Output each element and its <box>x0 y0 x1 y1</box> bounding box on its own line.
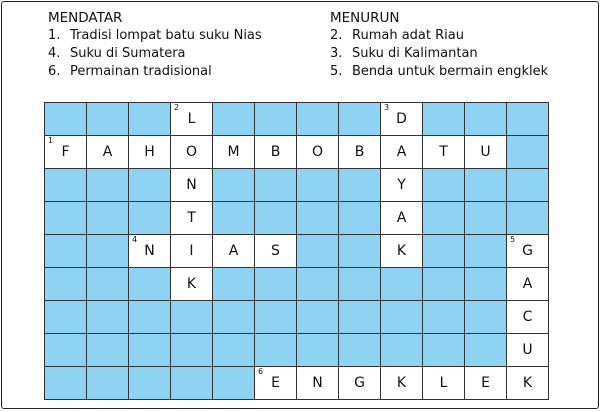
clue-text: Tradisi lompat batu suku Nias <box>70 28 262 43</box>
answer-cell[interactable] <box>213 235 255 268</box>
cell-letter: A <box>396 210 407 226</box>
blocked-cell <box>255 103 297 136</box>
blocked-cell <box>255 268 297 301</box>
blocked-cell <box>381 301 423 334</box>
across-heading: MENDATAR <box>48 10 123 26</box>
answer-cell[interactable] <box>171 235 213 268</box>
blocked-cell <box>171 367 213 400</box>
blocked-cell <box>213 301 255 334</box>
blocked-cell <box>465 202 507 235</box>
answer-cell[interactable] <box>171 136 213 169</box>
blocked-cell <box>213 334 255 367</box>
clue-number-label: 4 <box>132 235 138 244</box>
blocked-cell <box>423 235 465 268</box>
blocked-cell <box>255 334 297 367</box>
blocked-cell <box>339 301 381 334</box>
blocked-cell <box>339 334 381 367</box>
clue-number: 3. <box>330 46 343 61</box>
blocked-cell <box>339 235 381 268</box>
blocked-cell <box>213 202 255 235</box>
blocked-cell <box>381 334 423 367</box>
blocked-cell <box>87 103 129 136</box>
blocked-cell <box>87 334 129 367</box>
answer-cell[interactable] <box>297 136 339 169</box>
down-clues <box>330 9 548 81</box>
blocked-cell <box>129 367 171 400</box>
blocked-cell <box>213 367 255 400</box>
answer-cell[interactable] <box>171 202 213 235</box>
blocked-cell <box>297 103 339 136</box>
answer-cell[interactable] <box>255 235 297 268</box>
down-heading: MENURUN <box>330 10 400 26</box>
blocked-cell <box>213 268 255 301</box>
cell-letter: A <box>396 144 407 160</box>
answer-cell[interactable] <box>381 103 423 136</box>
blocked-cell <box>465 301 507 334</box>
blocked-cell <box>255 301 297 334</box>
blocked-cell <box>129 268 171 301</box>
cell-letter: D <box>396 111 407 127</box>
blocked-cell <box>129 301 171 334</box>
clue-across-4 <box>48 45 262 63</box>
cell-letter: O <box>185 144 198 160</box>
cell-letter: N <box>144 243 155 259</box>
answer-cell[interactable] <box>423 367 465 400</box>
answer-cell[interactable] <box>129 136 171 169</box>
blocked-cell <box>129 103 171 136</box>
blocked-cell <box>507 103 549 136</box>
blocked-cell <box>255 169 297 202</box>
blocked-cell <box>45 334 87 367</box>
clue-across-6 <box>48 63 262 81</box>
answer-cell[interactable] <box>507 301 549 334</box>
blocked-cell <box>297 169 339 202</box>
clue-down-5 <box>330 63 548 81</box>
clue-number: 5. <box>330 64 343 79</box>
blocked-cell <box>297 334 339 367</box>
blocked-cell <box>45 268 87 301</box>
answer-cell[interactable] <box>507 367 549 400</box>
answer-cell[interactable] <box>171 103 213 136</box>
cell-letter: B <box>354 144 365 160</box>
blocked-cell <box>423 301 465 334</box>
blocked-cell <box>87 268 129 301</box>
cell-letter: N <box>186 177 197 193</box>
cell-letter: F <box>61 144 70 160</box>
blocked-cell <box>423 103 465 136</box>
clue-number-label: 5 <box>510 235 516 244</box>
cell-letter: H <box>144 144 155 160</box>
cell-letter: N <box>312 375 323 391</box>
blocked-cell <box>423 169 465 202</box>
cell-letter: E <box>481 375 490 391</box>
answer-cell[interactable] <box>381 367 423 400</box>
blocked-cell <box>45 103 87 136</box>
blocked-cell <box>297 301 339 334</box>
cell-letter: B <box>270 144 281 160</box>
blocked-cell <box>507 136 549 169</box>
blocked-cell <box>339 268 381 301</box>
blocked-cell <box>339 169 381 202</box>
blocked-cell <box>465 268 507 301</box>
blocked-cell <box>381 268 423 301</box>
clue-across-1 <box>48 27 262 45</box>
answer-cell[interactable] <box>339 367 381 400</box>
answer-cell[interactable] <box>381 202 423 235</box>
clue-number-label: 3 <box>384 103 390 112</box>
cell-letter: Y <box>397 177 406 193</box>
blocked-cell <box>507 169 549 202</box>
blocked-cell <box>213 103 255 136</box>
answer-cell[interactable] <box>45 136 87 169</box>
clue-number-label: 2 <box>174 103 180 112</box>
blocked-cell <box>423 334 465 367</box>
answer-cell[interactable] <box>213 136 255 169</box>
cell-letter: U <box>480 144 491 160</box>
answer-cell[interactable] <box>255 136 297 169</box>
answer-cell[interactable] <box>339 136 381 169</box>
blocked-cell <box>423 268 465 301</box>
cell-letter: U <box>522 342 533 358</box>
crossword-grid <box>44 102 549 400</box>
clue-text: Benda untuk bermain engklek <box>352 64 549 79</box>
blocked-cell <box>465 169 507 202</box>
blocked-cell <box>129 334 171 367</box>
blocked-cell <box>87 301 129 334</box>
blocked-cell <box>255 202 297 235</box>
answer-cell[interactable] <box>507 235 549 268</box>
clue-text: Suku di Kalimantan <box>352 46 478 61</box>
clue-text: Suku di Sumatera <box>70 46 186 61</box>
cell-letter: I <box>189 243 194 259</box>
cell-letter: L <box>187 111 196 127</box>
blocked-cell <box>45 235 87 268</box>
blocked-cell <box>45 301 87 334</box>
answer-cell[interactable] <box>423 136 465 169</box>
answer-cell[interactable] <box>171 268 213 301</box>
answer-cell[interactable] <box>171 169 213 202</box>
cell-letter: L <box>439 375 448 391</box>
cell-letter: T <box>187 210 196 226</box>
blocked-cell <box>423 202 465 235</box>
answer-cell[interactable] <box>465 136 507 169</box>
blocked-cell <box>87 235 129 268</box>
blocked-cell <box>465 334 507 367</box>
clue-text: Permainan tradisional <box>70 64 212 79</box>
blocked-cell <box>507 202 549 235</box>
clue-number-label: 1 <box>48 136 54 145</box>
cell-letter: S <box>271 243 280 259</box>
clue-down-2 <box>330 27 548 45</box>
answer-cell[interactable] <box>381 169 423 202</box>
answer-cell[interactable] <box>297 367 339 400</box>
clue-down-3 <box>330 45 548 63</box>
clue-number: 6. <box>48 64 61 79</box>
blocked-cell <box>171 334 213 367</box>
blocked-cell <box>297 268 339 301</box>
blocked-cell <box>465 235 507 268</box>
cell-letter: A <box>102 144 113 160</box>
clue-number: 4. <box>48 46 61 61</box>
answer-cell[interactable] <box>465 367 507 400</box>
cell-letter: K <box>186 276 197 292</box>
cell-letter: T <box>439 144 448 160</box>
clue-number: 2. <box>330 28 343 43</box>
answer-cell[interactable] <box>129 235 171 268</box>
across-clues <box>48 9 262 81</box>
blocked-cell <box>465 103 507 136</box>
blocked-cell <box>87 367 129 400</box>
blocked-cell <box>171 301 213 334</box>
cell-letter: K <box>396 243 407 259</box>
cell-letter: O <box>311 144 324 160</box>
blocked-cell <box>129 169 171 202</box>
blocked-cell <box>87 202 129 235</box>
cell-letter: G <box>522 243 533 259</box>
answer-cell[interactable] <box>507 334 549 367</box>
blocked-cell <box>45 367 87 400</box>
cell-letter: A <box>522 276 533 292</box>
blocked-cell <box>45 169 87 202</box>
cell-letter: M <box>227 144 240 160</box>
answer-cell[interactable] <box>381 136 423 169</box>
cell-letter: C <box>522 309 533 325</box>
clue-text: Rumah adat Riau <box>352 28 464 43</box>
blocked-cell <box>45 202 87 235</box>
cell-letter: K <box>396 375 407 391</box>
clue-number: 1. <box>48 28 61 43</box>
answer-cell[interactable] <box>255 367 297 400</box>
blocked-cell <box>87 169 129 202</box>
answer-cell[interactable] <box>87 136 129 169</box>
blocked-cell <box>297 235 339 268</box>
blocked-cell <box>297 202 339 235</box>
clue-number-label: 6 <box>258 367 264 376</box>
cell-letter: K <box>522 375 533 391</box>
blocked-cell <box>213 169 255 202</box>
cell-letter: A <box>228 243 239 259</box>
blocked-cell <box>339 103 381 136</box>
blocked-cell <box>339 202 381 235</box>
answer-cell[interactable] <box>381 235 423 268</box>
cell-letter: G <box>354 375 365 391</box>
blocked-cell <box>129 202 171 235</box>
answer-cell[interactable] <box>507 268 549 301</box>
cell-letter: E <box>271 375 280 391</box>
